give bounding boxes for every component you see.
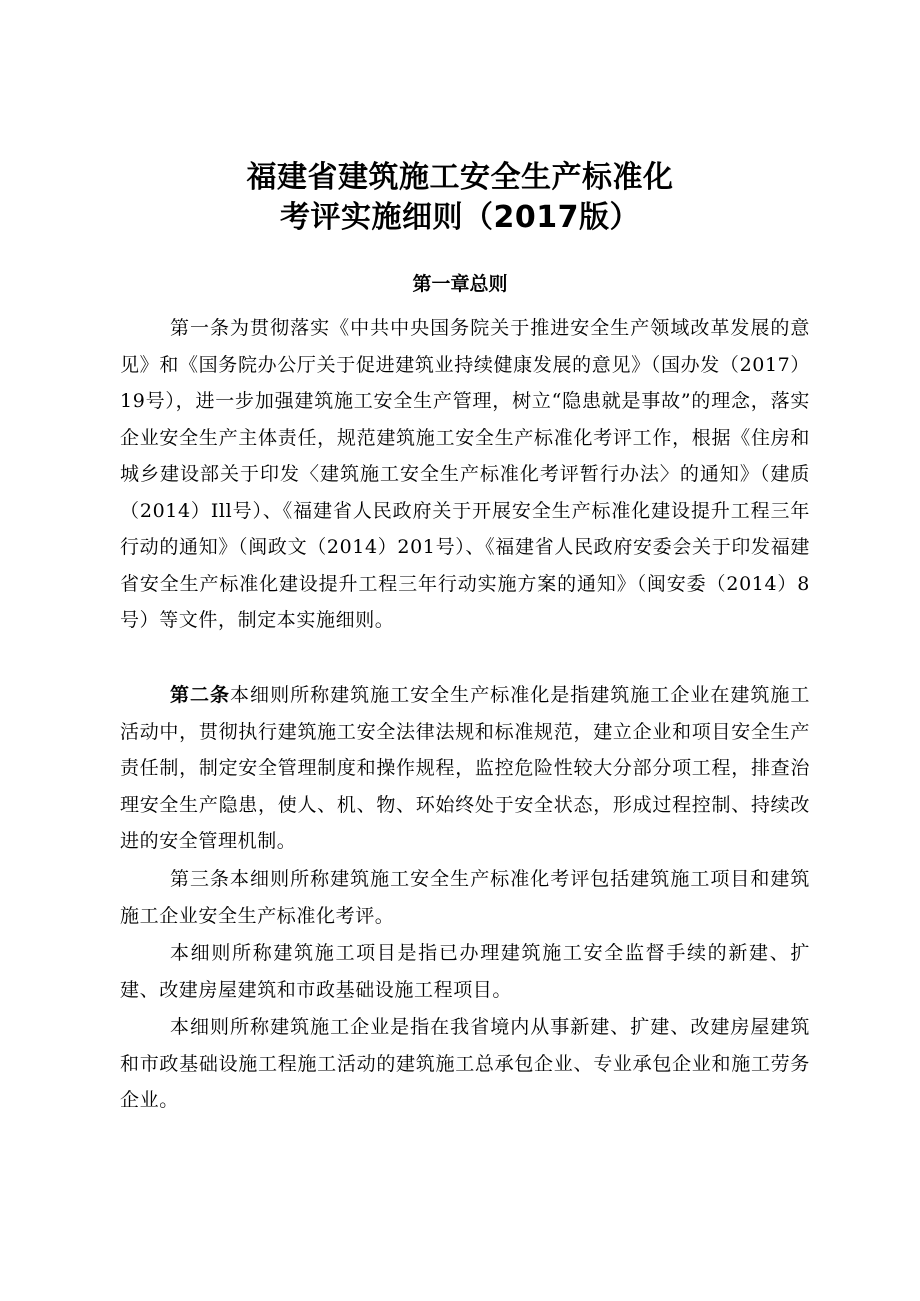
paragraph-text: 本细则所称建筑施工企业是指在我省境内从事新建、扩建、改建房屋建筑和市政基础设施工程施工活动的建筑施工总承包企业、专业承包企业和施工劳务企业。: [120, 1016, 810, 1111]
document-title-line-1: 福建省建筑施工安全生产标准化: [246, 160, 674, 195]
paragraph-text: 本细则所称建筑施工安全生产标准化是指建筑施工企业在建筑施工活动中，贯彻执行建筑施工安全法律法规和标准规范，建立企业和项目安全生产责任制，制定安全管理制度和操作规程，监控危险性较大分部分项工程，排查治理安全生产隐患，使人、机、物、环始终处于安全状态，形成过程控制、持续改进的安全管理机制。: [120, 684, 810, 852]
article-number: 第二条: [170, 684, 231, 706]
paragraph-article-1: [120, 310, 810, 639]
paragraph-text: 本细则所称建筑施工项目是指已办理建筑施工安全监督手续的新建、扩建、改建房屋建筑和市政基础设施工程项目。: [120, 942, 810, 1001]
paragraph-article-3: [120, 861, 810, 934]
paragraph-project-definition: [120, 935, 810, 1008]
paragraph-text: 第一条为贯彻落实《中共中央国务院关于推进安全生产领域改革发展的意见》和《国务院办公厅关于促进建筑业持续健康发展的意见》（国办发（2017）19号），进一步加强建筑施工安全生产管理，树立“隐患就是事故”的理念，落实企业安全生产主体责任，规范建筑施工安全生产标准化考评工作，根据《住房和城乡建设部关于印发〈建筑施工安全生产标准化考评暂行办法〉的通知》（建质（2014）Ill号）、《福建省人民政府关于开展安全生产标准化建设提升工程三年行动的通知》（闽政文（2014）201号）、《福建省人民政府安委会关于印发福建省安全生产标准化建设提升工程三年行动实施方案的通知》（闽安委（2014）8号）等文件，制定本实施细则。: [120, 317, 810, 631]
paragraph-text: 第三条本细则所称建筑施工安全生产标准化考评包括建筑施工项目和建筑施工企业安全生产标准化考评。: [120, 868, 810, 927]
document-title-line-2: 考评实施细则（2017版）: [280, 200, 640, 235]
chapter-heading: 第一章总则: [412, 273, 508, 295]
paragraph-enterprise-definition: [120, 1009, 810, 1119]
paragraph-article-2: [120, 677, 810, 860]
